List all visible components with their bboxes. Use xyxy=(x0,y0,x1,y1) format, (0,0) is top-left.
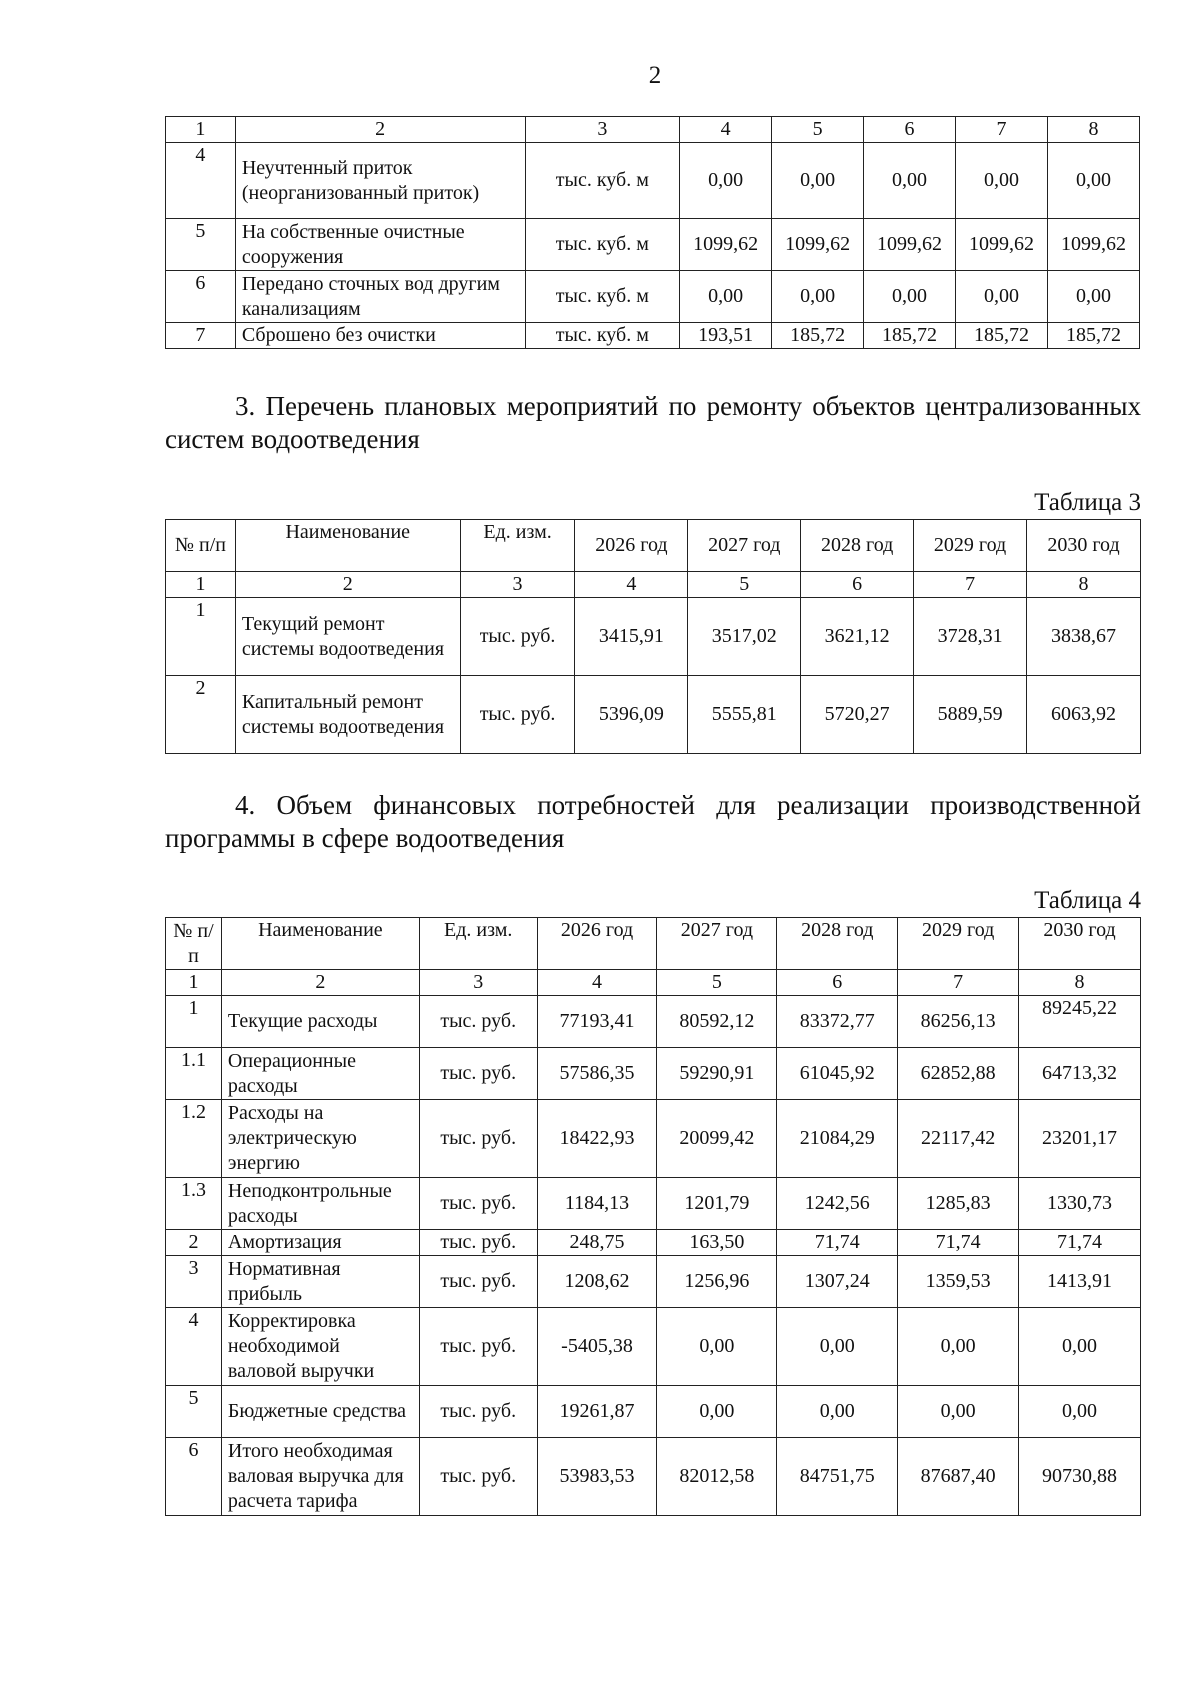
row-name: Неучтенный приток (неорганизованный приток) xyxy=(235,143,525,219)
row-unit: тыс. руб. xyxy=(419,1048,537,1100)
col-number: 4 xyxy=(537,970,657,996)
row-unit: тыс. руб. xyxy=(419,1386,537,1438)
value-cell: 3517,02 xyxy=(688,598,801,676)
value-cell: 83372,77 xyxy=(777,996,898,1048)
row-name: Бюджетные средства xyxy=(221,1386,419,1438)
col-number: 3 xyxy=(525,117,680,143)
row-number: 7 xyxy=(166,323,236,349)
column-number-row xyxy=(166,970,1141,996)
row-unit: тыс. куб. м xyxy=(525,271,680,323)
value-cell: 21084,29 xyxy=(777,1100,898,1178)
value-cell: 87687,40 xyxy=(898,1438,1019,1516)
value-cell: 3838,67 xyxy=(1027,598,1141,676)
value-cell: 0,00 xyxy=(1047,143,1139,219)
row-name: Итого необходимая валовая выручка для расчета тарифа xyxy=(221,1438,419,1516)
column-header: 2028 год xyxy=(777,918,898,970)
row-name: Текущие расходы xyxy=(221,996,419,1048)
row-number: 1.1 xyxy=(166,1048,222,1100)
value-cell: 1256,96 xyxy=(657,1256,777,1308)
row-number: 2 xyxy=(166,1230,222,1256)
table-row xyxy=(166,143,1140,219)
table-continuation xyxy=(165,116,1140,349)
row-unit: тыс. руб. xyxy=(419,1178,537,1230)
column-header: № п/п xyxy=(166,918,222,970)
table-row xyxy=(166,1178,1141,1230)
value-cell: 1099,62 xyxy=(864,219,956,271)
column-header: 2030 год xyxy=(1019,918,1141,970)
table-3-caption: Таблица 3 xyxy=(1034,489,1141,516)
value-cell: 1330,73 xyxy=(1019,1178,1141,1230)
value-cell: 185,72 xyxy=(956,323,1048,349)
row-name: Амортизация xyxy=(221,1230,419,1256)
value-cell: 61045,92 xyxy=(777,1048,898,1100)
row-name: Корректировка необходимой валовой выручки xyxy=(221,1308,419,1386)
value-cell: 0,00 xyxy=(777,1386,898,1438)
table-4 xyxy=(165,917,1141,1516)
value-cell: 0,00 xyxy=(1019,1386,1141,1438)
value-cell: 1201,79 xyxy=(657,1178,777,1230)
column-header: Ед. изм. xyxy=(419,918,537,970)
value-cell: 80592,12 xyxy=(657,996,777,1048)
column-header: 2026 год xyxy=(575,520,688,572)
value-cell: 1359,53 xyxy=(898,1256,1019,1308)
table-row xyxy=(166,271,1140,323)
section-4-heading-text: 4. Объем финансовых потребностей для реализации производственной программы в сфере водоотведения xyxy=(165,790,1141,853)
value-cell: 1242,56 xyxy=(777,1178,898,1230)
column-header: 2030 год xyxy=(1027,520,1141,572)
col-number: 7 xyxy=(898,970,1019,996)
col-number: 5 xyxy=(772,117,864,143)
row-name: Сброшено без очистки xyxy=(235,323,525,349)
value-cell: 1307,24 xyxy=(777,1256,898,1308)
row-number: 3 xyxy=(166,1256,222,1308)
value-cell: -5405,38 xyxy=(537,1308,657,1386)
value-cell: 163,50 xyxy=(657,1230,777,1256)
row-number: 5 xyxy=(166,219,236,271)
row-number: 1 xyxy=(166,598,236,676)
table-4-caption: Таблица 4 xyxy=(1034,887,1141,914)
row-number: 6 xyxy=(166,271,236,323)
value-cell: 0,00 xyxy=(864,143,956,219)
table-row xyxy=(166,1100,1141,1178)
col-number: 1 xyxy=(166,117,236,143)
col-number: 6 xyxy=(777,970,898,996)
value-cell: 82012,58 xyxy=(657,1438,777,1516)
row-number: 1.3 xyxy=(166,1178,222,1230)
value-cell: 84751,75 xyxy=(777,1438,898,1516)
column-header: Ед. изм. xyxy=(460,520,575,572)
row-name: Неподконтрольные расходы xyxy=(221,1178,419,1230)
column-number-row xyxy=(166,572,1141,598)
value-cell: 5396,09 xyxy=(575,676,688,754)
table-row xyxy=(166,1308,1141,1386)
row-unit: тыс. руб. xyxy=(419,1100,537,1178)
value-cell: 1099,62 xyxy=(772,219,864,271)
row-number: 4 xyxy=(166,143,236,219)
table-row xyxy=(166,219,1140,271)
column-number-row xyxy=(166,117,1140,143)
value-cell: 5889,59 xyxy=(914,676,1027,754)
row-number: 4 xyxy=(166,1308,222,1386)
col-number: 8 xyxy=(1047,117,1139,143)
row-name: Операционные расходы xyxy=(221,1048,419,1100)
value-cell: 0,00 xyxy=(898,1308,1019,1386)
value-cell: 0,00 xyxy=(772,143,864,219)
column-header: 2027 год xyxy=(657,918,777,970)
value-cell: 1413,91 xyxy=(1019,1256,1141,1308)
row-name: Капитальный ремонт системы водоотведения xyxy=(235,676,460,754)
col-number: 5 xyxy=(688,572,801,598)
col-number: 3 xyxy=(460,572,575,598)
value-cell: 53983,53 xyxy=(537,1438,657,1516)
row-number: 1.2 xyxy=(166,1100,222,1178)
col-number: 8 xyxy=(1027,572,1141,598)
value-cell: 0,00 xyxy=(657,1308,777,1386)
value-cell: 248,75 xyxy=(537,1230,657,1256)
row-name: На собственные очистные сооружения xyxy=(235,219,525,271)
table-row xyxy=(166,598,1141,676)
value-cell: 77193,41 xyxy=(537,996,657,1048)
value-cell: 18422,93 xyxy=(537,1100,657,1178)
row-number: 5 xyxy=(166,1386,222,1438)
col-number: 3 xyxy=(419,970,537,996)
value-cell: 1099,62 xyxy=(680,219,772,271)
header-row xyxy=(166,918,1141,970)
row-number: 2 xyxy=(166,676,236,754)
column-header: № п/п xyxy=(166,520,236,572)
value-cell: 71,74 xyxy=(777,1230,898,1256)
col-number: 4 xyxy=(575,572,688,598)
value-cell: 71,74 xyxy=(1019,1230,1141,1256)
value-cell: 193,51 xyxy=(680,323,772,349)
value-cell: 0,00 xyxy=(956,143,1048,219)
column-header: 2026 год xyxy=(537,918,657,970)
col-number: 7 xyxy=(914,572,1027,598)
value-cell: 89245,22 xyxy=(1019,996,1141,1048)
value-cell: 1285,83 xyxy=(898,1178,1019,1230)
row-unit: тыс. руб. xyxy=(419,1230,537,1256)
value-cell: 0,00 xyxy=(777,1308,898,1386)
row-unit: тыс. руб. xyxy=(419,1438,537,1516)
value-cell: 20099,42 xyxy=(657,1100,777,1178)
col-number: 1 xyxy=(166,572,236,598)
table-row xyxy=(166,996,1141,1048)
row-number: 6 xyxy=(166,1438,222,1516)
value-cell: 3728,31 xyxy=(914,598,1027,676)
col-number: 2 xyxy=(235,572,460,598)
page-number: 2 xyxy=(648,62,662,89)
col-number: 4 xyxy=(680,117,772,143)
row-name: Передано сточных вод другим канализациям xyxy=(235,271,525,323)
value-cell: 0,00 xyxy=(956,271,1048,323)
col-number: 2 xyxy=(221,970,419,996)
section-3-heading xyxy=(165,390,1141,456)
table-row xyxy=(166,676,1141,754)
table-3 xyxy=(165,519,1141,754)
col-number: 6 xyxy=(801,572,914,598)
value-cell: 0,00 xyxy=(1019,1308,1141,1386)
row-name: Нормативная прибыль xyxy=(221,1256,419,1308)
value-cell: 5555,81 xyxy=(688,676,801,754)
col-number: 6 xyxy=(864,117,956,143)
row-unit: тыс. куб. м xyxy=(525,143,680,219)
table-row xyxy=(166,323,1140,349)
row-unit: тыс. руб. xyxy=(419,1256,537,1308)
value-cell: 0,00 xyxy=(1047,271,1139,323)
value-cell: 1099,62 xyxy=(956,219,1048,271)
value-cell: 0,00 xyxy=(657,1386,777,1438)
column-header: 2029 год xyxy=(914,520,1027,572)
table-row xyxy=(166,1230,1141,1256)
value-cell: 5720,27 xyxy=(801,676,914,754)
row-unit: тыс. куб. м xyxy=(525,323,680,349)
value-cell: 71,74 xyxy=(898,1230,1019,1256)
value-cell: 90730,88 xyxy=(1019,1438,1141,1516)
col-number: 1 xyxy=(166,970,222,996)
value-cell: 57586,35 xyxy=(537,1048,657,1100)
value-cell: 64713,32 xyxy=(1019,1048,1141,1100)
section-3-heading-text: 3. Перечень плановых мероприятий по ремонту объектов централизованных систем водоотведения xyxy=(165,391,1141,454)
value-cell: 185,72 xyxy=(1047,323,1139,349)
column-header: Наименование xyxy=(221,918,419,970)
row-number: 1 xyxy=(166,996,222,1048)
column-header: Наименование xyxy=(235,520,460,572)
row-unit: тыс. руб. xyxy=(419,996,537,1048)
value-cell: 0,00 xyxy=(898,1386,1019,1438)
value-cell: 1099,62 xyxy=(1047,219,1139,271)
value-cell: 23201,17 xyxy=(1019,1100,1141,1178)
section-4-heading xyxy=(165,789,1141,855)
value-cell: 6063,92 xyxy=(1027,676,1141,754)
value-cell: 19261,87 xyxy=(537,1386,657,1438)
value-cell: 3621,12 xyxy=(801,598,914,676)
value-cell: 1184,13 xyxy=(537,1178,657,1230)
col-number: 5 xyxy=(657,970,777,996)
table-row xyxy=(166,1386,1141,1438)
value-cell: 0,00 xyxy=(864,271,956,323)
row-unit: тыс. руб. xyxy=(419,1308,537,1386)
table-row xyxy=(166,1048,1141,1100)
col-number: 8 xyxy=(1019,970,1141,996)
table-row xyxy=(166,1438,1141,1516)
value-cell: 0,00 xyxy=(772,271,864,323)
col-number: 7 xyxy=(956,117,1048,143)
value-cell: 62852,88 xyxy=(898,1048,1019,1100)
value-cell: 22117,42 xyxy=(898,1100,1019,1178)
table-row xyxy=(166,1256,1141,1308)
row-name: Текущий ремонт системы водоотведения xyxy=(235,598,460,676)
value-cell: 185,72 xyxy=(864,323,956,349)
column-header: 2029 год xyxy=(898,918,1019,970)
row-unit: тыс. руб. xyxy=(460,598,575,676)
value-cell: 0,00 xyxy=(680,271,772,323)
value-cell: 86256,13 xyxy=(898,996,1019,1048)
value-cell: 1208,62 xyxy=(537,1256,657,1308)
header-row xyxy=(166,520,1141,572)
value-cell: 0,00 xyxy=(680,143,772,219)
value-cell: 59290,91 xyxy=(657,1048,777,1100)
column-header: 2027 год xyxy=(688,520,801,572)
value-cell: 3415,91 xyxy=(575,598,688,676)
col-number: 2 xyxy=(235,117,525,143)
value-cell: 185,72 xyxy=(772,323,864,349)
row-unit: тыс. куб. м xyxy=(525,219,680,271)
column-header: 2028 год xyxy=(801,520,914,572)
row-unit: тыс. руб. xyxy=(460,676,575,754)
row-name: Расходы на электрическую энергию xyxy=(221,1100,419,1178)
